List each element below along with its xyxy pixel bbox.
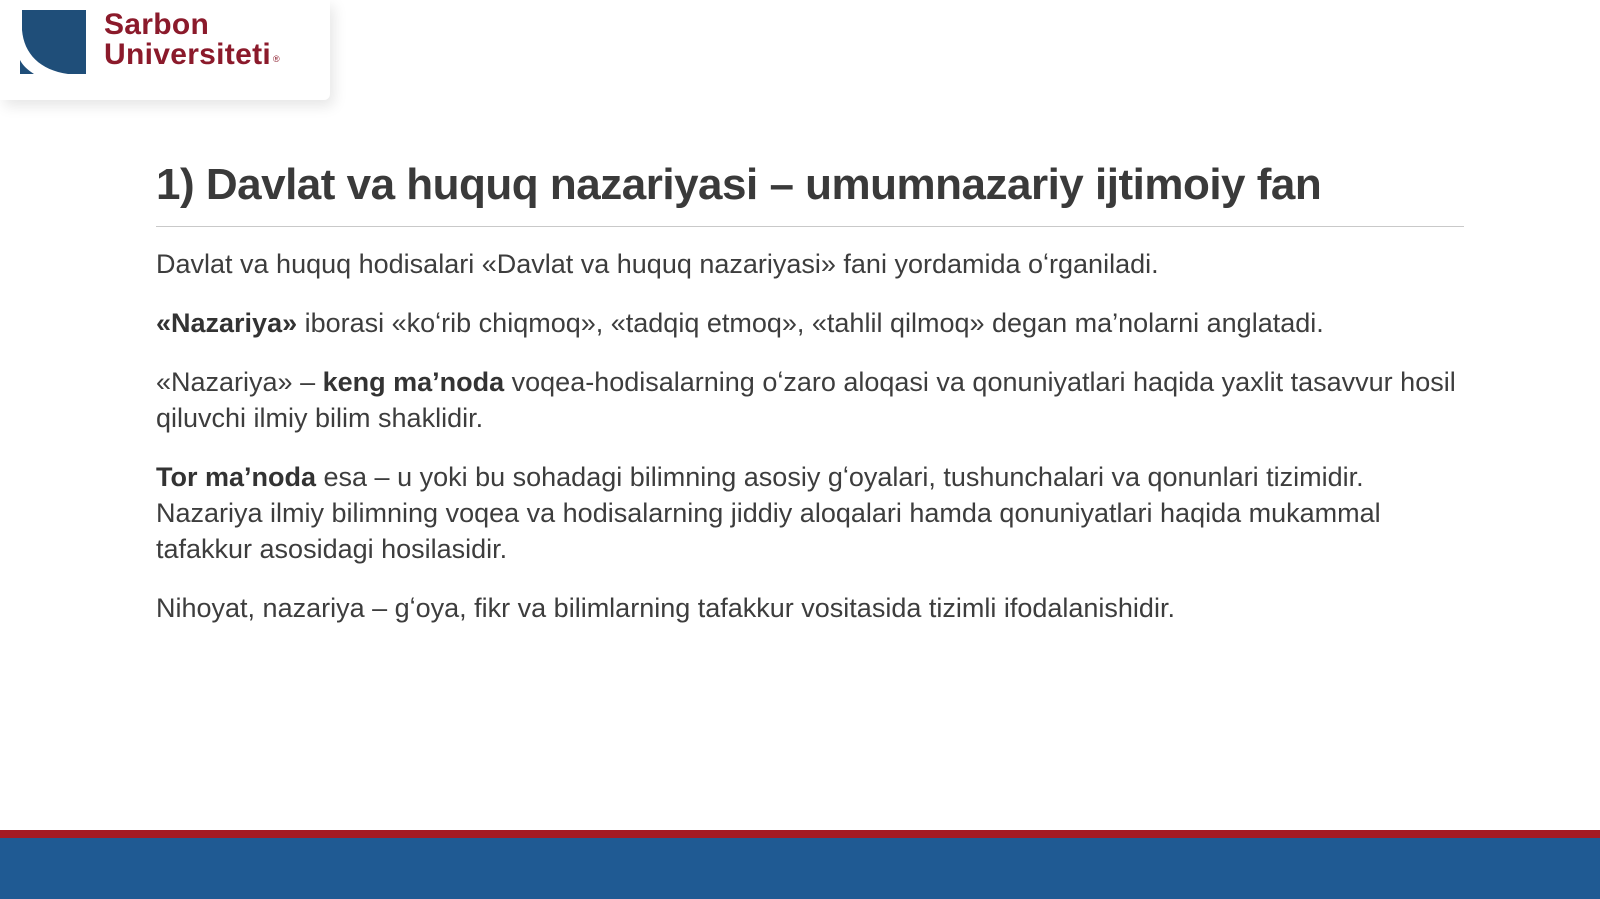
footer-blue-bar: [0, 838, 1600, 899]
footer-red-stripe: [0, 830, 1600, 838]
paragraph-3-bold: keng ma’noda: [322, 367, 505, 397]
paragraph-1: Davlat va huquq hodisalari «Davlat va huquq nazariyasi» fani yordamida oʻrganiladi.: [156, 249, 1159, 279]
registered-mark: ®: [273, 54, 280, 64]
paragraph-2-bold: «Nazariya»: [156, 308, 298, 338]
paragraph-3: [156, 364, 1456, 436]
logo-line-2-text: Universiteti: [104, 38, 271, 71]
paragraph-4-bold: Tor ma’noda: [156, 462, 317, 492]
university-logo: [0, 0, 330, 100]
paragraph-3-text: voqea-hodisalarning oʻzaro aloqasi va qonuniyatlari haqida yaxlit tasavvur hosil qiluvchi ilmiy bilim shaklidir.: [156, 367, 1456, 433]
paragraph-5: Nihoyat, nazariya – gʻoya, fikr va bilimlarning tafakkur vositasida tizimli ifodalanishidir.: [156, 593, 1175, 623]
logo-mark-icon: [20, 10, 86, 74]
paragraph-4-text: esa – u yoki bu sohadagi bilimning asosiy gʻoyalari, tushunchalari va qonunlari tizimidir. Nazariya ilmiy bilimning voqea va hodisalarning jiddiy aloqalari hamda qonuniyatlari haqida mukammal tafakkur asosidagi hosilasidir.: [156, 462, 1381, 564]
logo-text: [104, 10, 280, 70]
paragraph-4: [156, 459, 1456, 567]
title-divider: [156, 226, 1464, 227]
paragraph-2-text: iborasi «koʻrib chiqmoq», «tadqiq etmoq», «tahlil qilmoq» degan ma’nolarni anglatadi.: [297, 308, 1324, 338]
paragraph-2: [156, 305, 1456, 341]
logo-line-2: [104, 40, 280, 70]
slide-title: 1) Davlat va huquq nazariyasi – umumnazariy ijtimoiy fan: [156, 160, 1322, 209]
paragraph-3-start: «Nazariya» –: [156, 367, 323, 397]
logo-line-1: Sarbon: [104, 8, 210, 41]
slide-body: [156, 246, 1456, 649]
